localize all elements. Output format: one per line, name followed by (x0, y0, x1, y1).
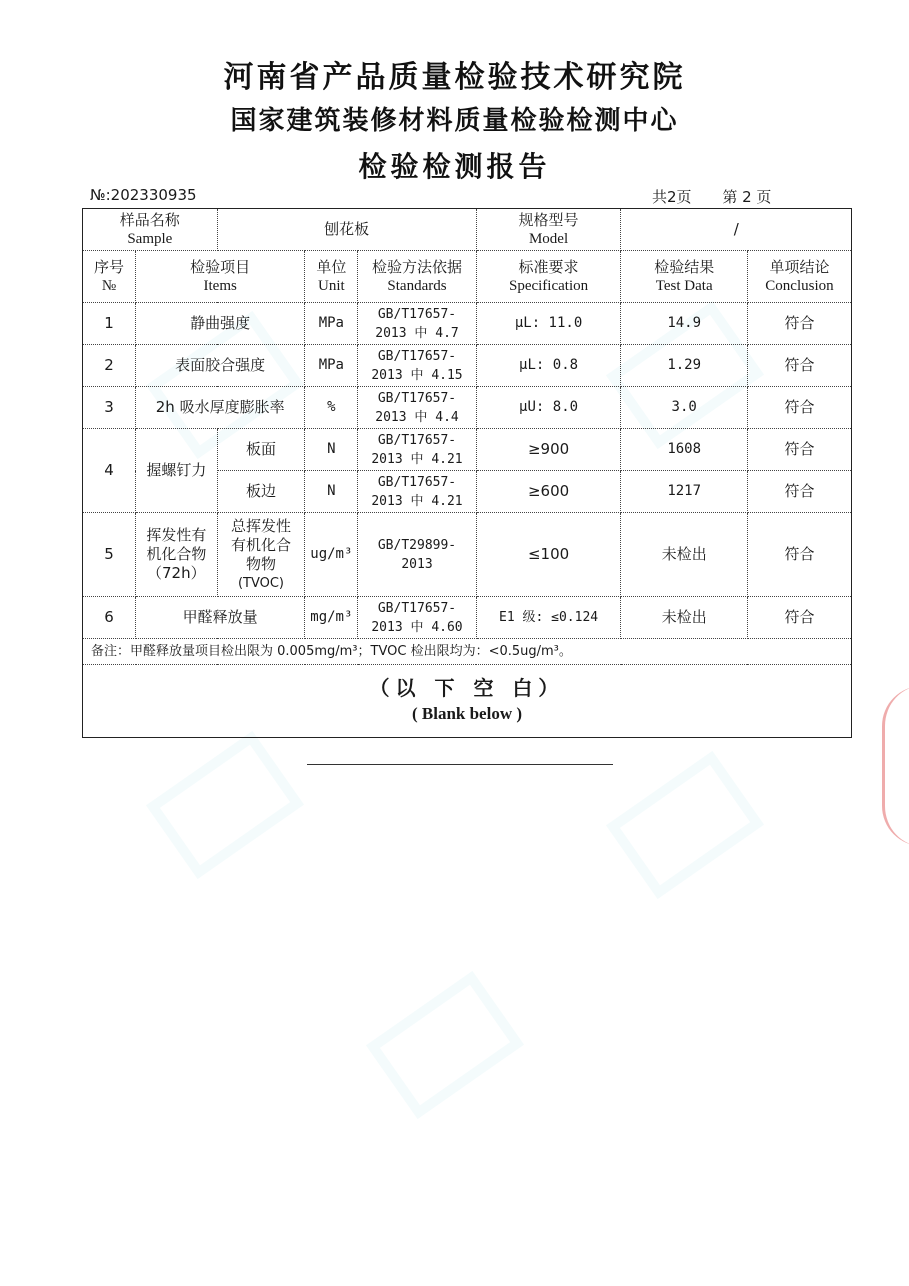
col-spec-cn: 标准要求 (518, 257, 579, 276)
sample-label-cn: 样品名称 (119, 210, 180, 229)
row-standard-line1: GB/T17657- (377, 348, 457, 364)
table-row (83, 513, 852, 597)
remarks: 备注：甲醛释放量项目检出限为 0.005mg/m³；TVOC 检出限均为：<0.5ug/m³。 (83, 639, 852, 665)
row-data: 14.9 (621, 303, 747, 345)
row-no: 4 (83, 429, 136, 513)
row-subitem-line1: 总挥发性 (230, 516, 291, 535)
row-conclusion: 符合 (747, 513, 851, 597)
row-spec: ≤100 (476, 513, 621, 597)
row-standard-line2: 2013 中 4.60 (371, 619, 463, 635)
model-value: / (621, 209, 852, 251)
row-standard-line1: GB/T17657- (377, 306, 457, 322)
row-subitem (217, 513, 305, 597)
col-items-en: Items (203, 277, 237, 294)
row-data: 未检出 (621, 513, 747, 597)
sample-row (83, 209, 852, 251)
row-conclusion: 符合 (747, 345, 851, 387)
row-unit: N (305, 429, 358, 471)
row-item-line1: 挥发性有 (146, 526, 207, 544)
row-conclusion: 符合 (747, 429, 851, 471)
table-row (83, 597, 852, 639)
row-standard (358, 597, 476, 639)
col-unit-en: Unit (318, 277, 345, 294)
col-conclusion-en: Conclusion (765, 277, 834, 294)
row-item: 表面胶合强度 (136, 345, 305, 387)
row-unit: ug/m³ (305, 513, 358, 597)
row-standard-line2: 2013 中 4.21 (371, 451, 463, 467)
model-label-cn: 规格型号 (518, 210, 579, 229)
note-row (83, 639, 852, 665)
row-standard (358, 513, 476, 597)
report-number: №:202330935 (90, 186, 197, 204)
row-conclusion: 符合 (747, 303, 851, 345)
watermark-shape (366, 971, 524, 1119)
row-conclusion: 符合 (747, 387, 851, 429)
row-subitem-line2: 有机化合 (230, 535, 291, 554)
row-item: 静曲强度 (136, 303, 305, 345)
row-item (136, 513, 218, 597)
col-data-cn: 检验结果 (654, 257, 715, 276)
row-spec: μU: 8.0 (476, 387, 621, 429)
seal-stamp-edge (882, 686, 909, 846)
blank-below-en: ( Blank below ) (411, 704, 523, 723)
row-spec: ≥900 (476, 429, 621, 471)
table-row (83, 303, 852, 345)
row-data: 1.29 (621, 345, 747, 387)
model-label (476, 209, 621, 251)
col-conclusion (747, 251, 851, 303)
row-unit: MPa (305, 303, 358, 345)
row-standard (358, 429, 476, 471)
row-standard-line2: 2013 中 4.7 (375, 325, 459, 341)
row-item: 2h 吸水厚度膨胀率 (136, 387, 305, 429)
row-data: 1217 (621, 471, 747, 513)
row-standard (358, 303, 476, 345)
row-item-line3: （72h） (147, 564, 206, 582)
report-table (82, 208, 852, 738)
col-unit-cn: 单位 (316, 257, 347, 276)
row-spec: E1 级: ≤0.124 (476, 597, 621, 639)
row-unit: MPa (305, 345, 358, 387)
row-standard (358, 387, 476, 429)
row-standard-line2: 2013 中 4.21 (371, 493, 463, 509)
row-data: 3.0 (621, 387, 747, 429)
watermark-shape (146, 731, 304, 879)
row-no: 2 (83, 345, 136, 387)
row-item: 握螺钉力 (136, 429, 218, 513)
institute-title: 河南省产品质量检验技术研究院 (223, 60, 686, 95)
col-items (136, 251, 305, 303)
col-standards-cn: 检验方法依据 (372, 257, 463, 276)
blank-below-cn: （以 下 空 白） (369, 676, 565, 700)
row-data: 1608 (621, 429, 747, 471)
row-unit: mg/m³ (305, 597, 358, 639)
col-unit (305, 251, 358, 303)
sample-label-en: Sample (127, 230, 173, 247)
model-label-en: Model (528, 230, 569, 247)
header-row (83, 251, 852, 303)
row-spec: ≥600 (476, 471, 621, 513)
row-standard-line1: GB/T17657- (377, 474, 457, 490)
col-no-en: № (101, 277, 117, 294)
col-standards-en: Standards (387, 277, 447, 294)
col-spec (476, 251, 621, 303)
col-data (621, 251, 747, 303)
row-item-line2: 机化合物 (146, 545, 207, 563)
row-standard-line1: GB/T17657- (377, 600, 457, 616)
report-title: 检验检测报告 (358, 150, 551, 183)
row-subitem: 板边 (217, 471, 305, 513)
row-standard-line1: GB/T17657- (377, 390, 457, 406)
sample-label (83, 209, 218, 251)
page-number: 第 2 页 (722, 188, 772, 206)
row-subitem: 板面 (217, 429, 305, 471)
row-no: 6 (83, 597, 136, 639)
page-info (652, 186, 797, 207)
row-standard-line2: 2013 中 4.4 (375, 409, 459, 425)
row-spec: μL: 0.8 (476, 345, 621, 387)
row-no: 3 (83, 387, 136, 429)
col-standards (358, 251, 476, 303)
col-data-en: Test Data (655, 277, 713, 294)
watermark-shape (606, 751, 764, 899)
row-standard-line2: 2013 (401, 556, 433, 572)
row-standard-line2: 2013 中 4.15 (371, 367, 463, 383)
row-subitem-line4: (TVOC) (237, 575, 284, 591)
row-standard-line1: GB/T17657- (377, 432, 457, 448)
blank-below (83, 665, 852, 738)
row-no: 5 (83, 513, 136, 597)
col-spec-en: Specification (508, 277, 589, 294)
row-unit: N (305, 471, 358, 513)
col-conclusion-cn: 单项结论 (769, 257, 830, 276)
table-row (83, 387, 852, 429)
row-standard (358, 471, 476, 513)
row-standard-line1: GB/T29899- (377, 537, 457, 553)
row-conclusion: 符合 (747, 597, 851, 639)
sample-value: 刨花板 (217, 209, 476, 251)
blank-row (83, 665, 852, 738)
row-unit: % (305, 387, 358, 429)
row-spec: μL: 11.0 (476, 303, 621, 345)
table-row (83, 345, 852, 387)
col-no (83, 251, 136, 303)
row-item: 甲醛释放量 (136, 597, 305, 639)
total-pages: 共2页 (652, 188, 692, 206)
row-subitem-line3: 物物 (245, 554, 276, 573)
end-rule (307, 764, 613, 765)
center-title: 国家建筑装修材料质量检验检测中心 (230, 106, 679, 136)
table-row (83, 429, 852, 471)
row-standard (358, 345, 476, 387)
row-data: 未检出 (621, 597, 747, 639)
row-no: 1 (83, 303, 136, 345)
col-items-cn: 检验项目 (190, 257, 251, 276)
col-no-cn: 序号 (94, 257, 125, 276)
row-conclusion: 符合 (747, 471, 851, 513)
